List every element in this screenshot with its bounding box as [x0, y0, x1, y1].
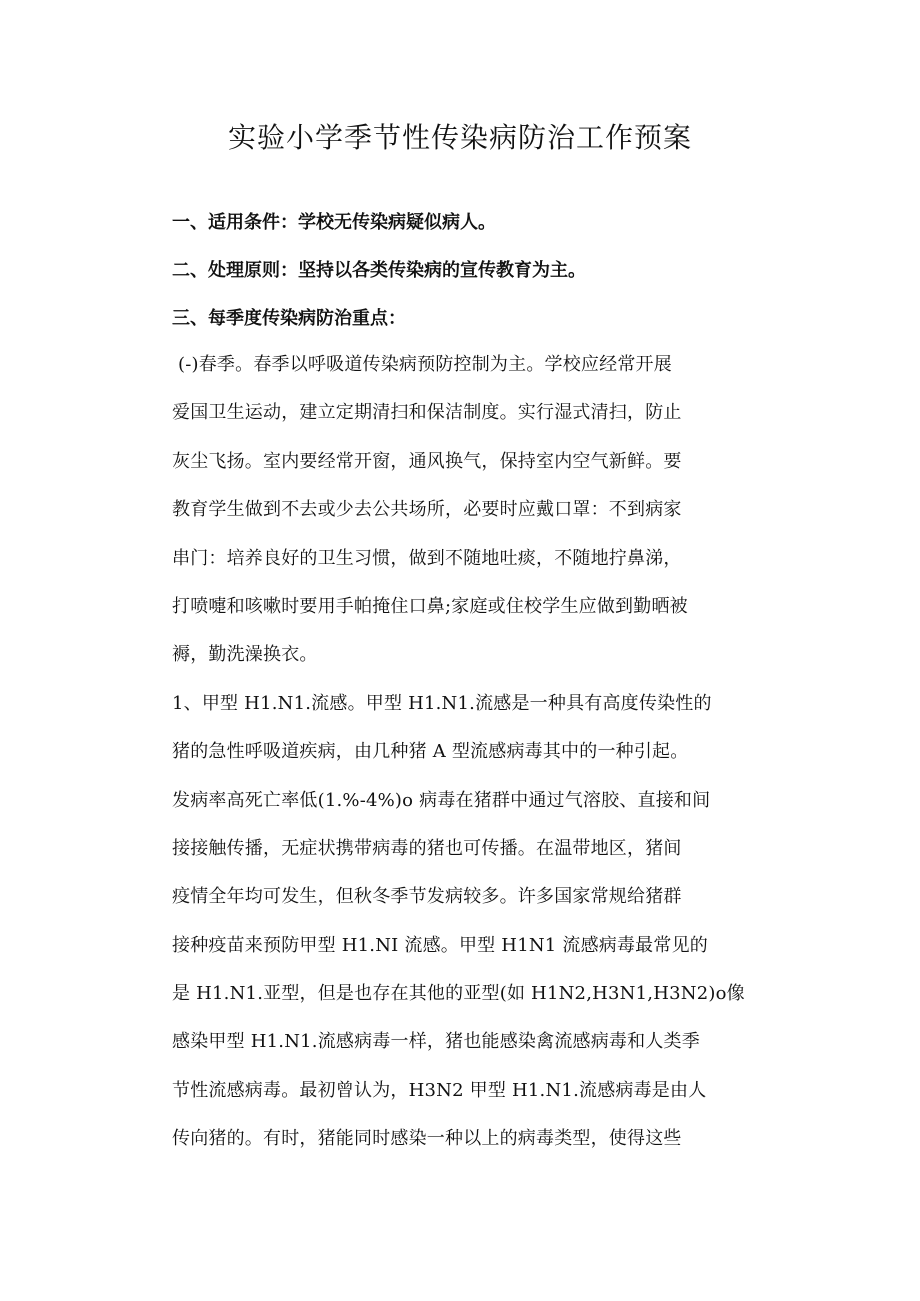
body-line: 接接触传播，无症状携带病毒的猪也可传播。在温带地区，猪间	[172, 837, 682, 859]
document-title: 实验小学季节性传染病防治工作预案	[227, 121, 692, 154]
body-line: 串门：培养良好的卫生习惯，做到不随地吐痰，不随地拧鼻涕，	[172, 547, 682, 569]
body-text	[172, 350, 762, 1173]
body-line: 传向猪的。有时，猪能同时感染一种以上的病毒类型，使得这些	[172, 1128, 682, 1150]
body-line: 接种疫苗来预防甲型 H1.NI 流感。甲型 H1N1 流感病毒最常见的	[172, 934, 708, 956]
body-line: 疫情全年均可发生，但秋冬季节发病较多。许多国家常规给猪群	[172, 886, 682, 908]
body-line: 灰尘飞扬。室内要经常开窗，通风换气，保持室内空气新鲜。要	[172, 450, 682, 472]
body-line: 是 H1.N1.亚型，但是也存在其他的亚型(如 H1N2,H3N1,H3N2)o像	[172, 983, 745, 1005]
body-line: 爱国卫生运动，建立定期清扫和保洁制度。实行湿式清扫，防止	[172, 402, 682, 424]
section-heading-seasonal-focus: 三、每季度传染病防治重点：	[172, 308, 406, 329]
body-line: 打喷嚏和咳嗽时要用手帕掩住口鼻;家庭或住校学生应做到勤晒被	[172, 595, 688, 617]
section-heading-principle: 二、处理原则：坚持以各类传染病的宣传教育为主。	[172, 260, 586, 281]
body-line: (-)春季。春季以呼吸道传染病预防控制为主。学校应经常开展	[178, 354, 672, 375]
body-line: 褥，勤洗澡换衣。	[172, 644, 318, 666]
body-line: 1、甲型 H1.N1.流感。甲型 H1.N1.流感是一种具有高度传染性的	[172, 692, 712, 714]
section-heading-applicability: 一、适用条件：学校无传染病疑似病人。	[172, 212, 496, 233]
body-line: 猪的急性呼吸道疾病，由几种猪 A 型流感病毒其中的一种引起。	[172, 741, 689, 763]
body-line: 感染甲型 H1.N1.流感病毒一样，猪也能感染禽流感病毒和人类季	[172, 1031, 700, 1053]
body-line: 教育学生做到不去或少去公共场所，必要时应戴口罩：不到病家	[172, 499, 682, 521]
body-line: 发病率高死亡率低(1.%-4%)o 病毒在猪群中通过气溶胶、直接和间	[172, 789, 711, 811]
body-line: 节性流感病毒。最初曾认为，H3N2 甲型 H1.N1.流感病毒是由人	[172, 1079, 707, 1101]
